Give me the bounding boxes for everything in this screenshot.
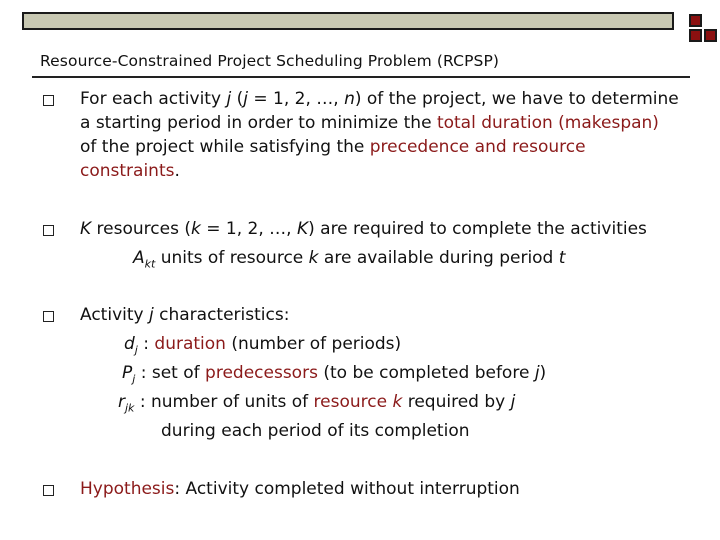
- bullet-4-text: Hypothesis: Activity completed without interruption: [80, 479, 520, 499]
- duration-line: $d_j$ : duration (number of periods): [124, 334, 402, 357]
- resource-line: $r_{jk}$ : number of units of resource k required by j: [118, 392, 516, 415]
- bullet-square-icon: [43, 225, 54, 236]
- header-square-1: [689, 14, 702, 27]
- constraints-term: precedence and resource constraints: [80, 137, 586, 181]
- predecessors-line: $P_j$ : set of predecessors (to be completed before j): [122, 363, 547, 386]
- total-duration-term: total duration (makespan): [436, 113, 659, 133]
- bullet-square-icon: [43, 485, 54, 496]
- bullet-square-icon: [43, 95, 54, 106]
- bullet-2-line-1: K resources (k = 1, 2, …, K) are required to complete the activities: [80, 219, 647, 239]
- header-bar: [22, 12, 674, 30]
- header-square-3: [704, 29, 717, 42]
- hypothesis-label: Hypothesis: [80, 479, 175, 499]
- bullet-square-icon: [43, 311, 54, 322]
- bullet-3-line-1: Activity j characteristics:: [80, 305, 290, 325]
- header-square-2: [689, 29, 702, 42]
- bullet-2-line-2: $A_{kt}$ units of resource k are available during period t: [133, 248, 566, 271]
- title-divider: [32, 76, 690, 78]
- resource-line-continued: during each period of its completion: [161, 421, 470, 441]
- bullet-1-text: For each activity j (j = 1, 2, …, n) of the project, we have to determine a starting period in order to minimize the total duration (makespan) of the project while satisfying the precedence and resource constraints.: [80, 89, 679, 181]
- slide-title: Resource-Constrained Project Scheduling Problem (RCPSP): [40, 52, 500, 70]
